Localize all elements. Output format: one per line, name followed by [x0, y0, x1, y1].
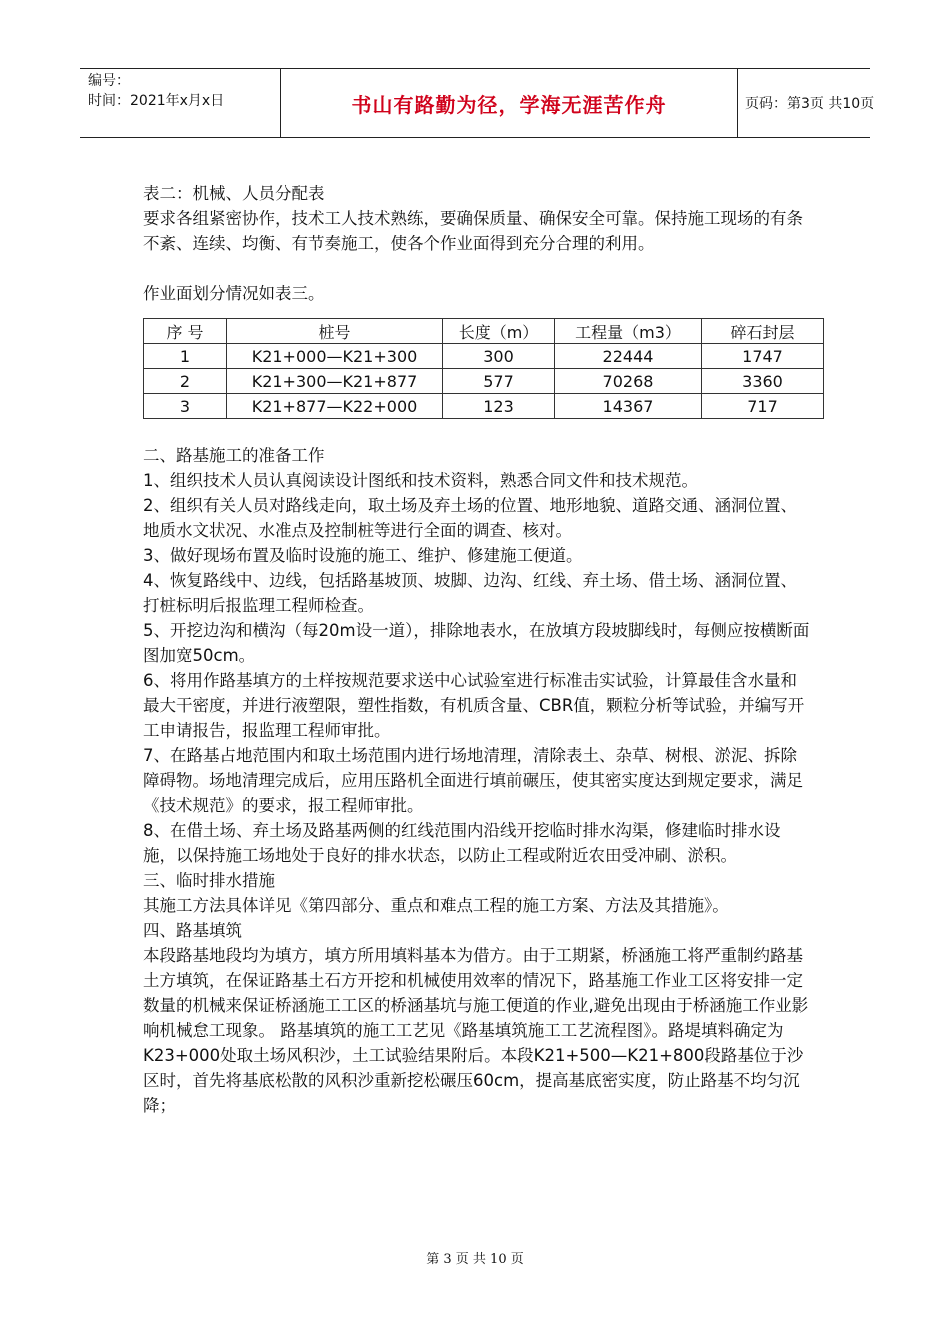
prep-item-6: 6、将用作路基填方的土样按规范要求送中心试验室进行标准击实试验，计算最佳含水量和最大干密度，并进行液塑限，塑性指数，有机质含量、CBR值，颗粒分析等试验，并编写开工申请报告，报监理工程师审批。	[143, 671, 805, 740]
fill-paragraph: 本段路基地段均为填方，填方所用填料基本为借方。由于工期紧，桥涵施工将严重制约路基土方填筑，在保证路基土石方开挖和机械使用效率的情况下，路基施工作业工区将安排一定数量的机械来保证桥涵施工工区的桥涵基坑与施工便道的作业,避免出现由于桥涵施工作业影响机械怠工现象。 路基填筑的施工工艺见《路基填筑施工工艺流程图》。路堤填料确定为K23+000处取土场风积沙，土工试验结果附后。本段K21+500—K21+800段路基位于沙区时，首先将基底松散的风积沙重新挖松碾压60cm，提高基底密实度，防止路基不均匀沉降；	[143, 946, 809, 1115]
drainage-paragraph: 其施工方法具体详见《第四部分、重点和难点工程的施工方案、方法及其措施》。	[143, 896, 729, 915]
cell-gravel: 3360	[702, 369, 824, 394]
header-motto-cell	[280, 69, 738, 137]
table-row	[144, 369, 824, 394]
section-heading-drainage: 三、临时排水措施	[143, 871, 275, 890]
cell-gravel: 1747	[702, 344, 824, 369]
table-row	[144, 344, 824, 369]
col-header-station: 桩号	[227, 319, 443, 344]
prep-item-4: 4、恢复路线中、边线，包括路基坡顶、坡脚、边沟、红线、弃土场、借土场、涵洞位置、打桩标明后报监理工程师检查。	[143, 571, 797, 615]
cell-quantity: 14367	[555, 394, 702, 419]
col-header-length: 长度（m）	[443, 319, 555, 344]
work-section-table	[143, 318, 824, 419]
cell-index: 1	[144, 344, 227, 369]
prep-item-3: 3、做好现场布置及临时设施的施工、维护、修建施工便道。	[143, 546, 583, 565]
header-page-info: 页码：第3页 共10页	[745, 96, 875, 112]
header-meta	[80, 69, 280, 137]
header-time: 时间：2021年x月x日	[88, 93, 225, 109]
table-intro: 作业面划分情况如表三。	[143, 284, 325, 303]
document-body	[143, 181, 813, 1118]
cell-quantity: 70268	[555, 369, 702, 394]
prep-item-5: 5、开挖边沟和横沟（每20m设一道），排除地表水，在放填方段坡脚线时，每侧应按横断面图加宽50cm。	[143, 621, 810, 665]
cell-length: 123	[443, 394, 555, 419]
cell-quantity: 22444	[555, 344, 702, 369]
cell-gravel: 717	[702, 394, 824, 419]
page-footer: 第 3 页 共 10 页	[426, 1252, 524, 1267]
header-number: 编号：	[88, 73, 130, 89]
prep-item-8: 8、在借土场、弃土场及路基两侧的红线范围内沿线开挖临时排水沟渠，修建临时排水设施，以保持施工场地处于良好的排水状态，以防止工程或附近农田受冲刷、淤积。	[143, 821, 781, 865]
cell-length: 577	[443, 369, 555, 394]
cell-station: K21+300—K21+877	[227, 369, 443, 394]
prep-item-2: 2、组织有关人员对路线走向，取土场及弃土场的位置、地形地貌、道路交通、涵洞位置、地质水文状况、水准点及控制桩等进行全面的调查、核对。	[143, 496, 797, 540]
cell-station: K21+000—K21+300	[227, 344, 443, 369]
intro-paragraph: 要求各组紧密协作，技术工人技术熟练，要确保质量、确保安全可靠。保持施工现场的有条不紊、连续、均衡、有节奏施工，使各个作业面得到充分合理的利用。	[143, 209, 803, 253]
cell-index: 2	[144, 369, 227, 394]
page-header	[80, 68, 875, 138]
cell-index: 3	[144, 394, 227, 419]
section-heading-prep: 二、路基施工的准备工作	[143, 446, 325, 465]
table-header-row	[144, 319, 824, 344]
col-header-gravel: 碎石封层	[702, 319, 824, 344]
table-caption: 表二：机械、人员分配表	[143, 184, 325, 203]
header-motto: 书山有路勤为径，学海无涯苦作舟	[351, 92, 667, 117]
prep-item-7: 7、在路基占地范围内和取土场范围内进行场地清理，清除表土、杂草、树根、淤泥、拆除障碍物。场地清理完成后，应用压路机全面进行填前碾压，使其密实度达到规定要求，满足《技术规范》的要求，报工程师审批。	[143, 746, 803, 815]
col-header-quantity: 工程量（m3）	[555, 319, 702, 344]
section-heading-fill: 四、路基填筑	[143, 921, 242, 940]
table-row	[144, 394, 824, 419]
cell-length: 300	[443, 344, 555, 369]
col-header-index: 序 号	[144, 319, 227, 344]
prep-item-1: 1、组织技术人员认真阅读设计图纸和技术资料，熟悉合同文件和技术规范。	[143, 471, 698, 490]
cell-station: K21+877—K22+000	[227, 394, 443, 419]
